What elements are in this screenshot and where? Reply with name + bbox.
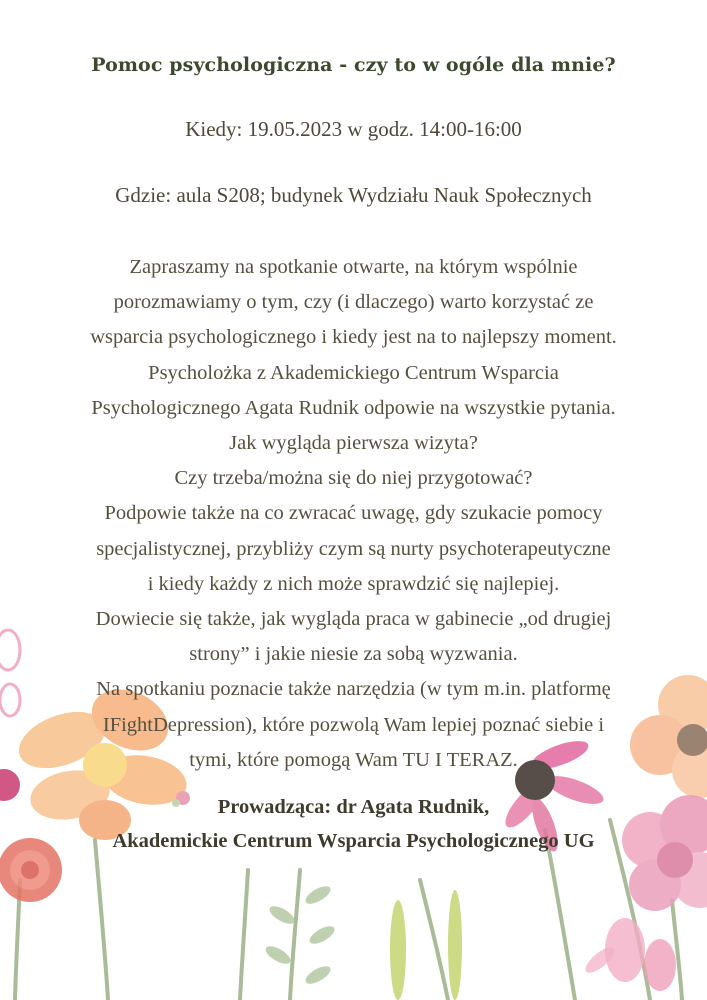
description-line: Dowiecie się także, jak wygląda praca w gabinecie „od drugiej: [95, 608, 612, 631]
description-line: specjalistycznej, przybliży czym są nurty psychoterapeutyczne: [96, 537, 611, 560]
description-line: strony” i jakie niesie za sobą wyzwania.: [189, 643, 518, 666]
description-line: Psychologicznego Agata Rudnik odpowie na wszystkie pytania.: [91, 396, 616, 419]
description-line: Na spotkaniu poznacie także narzędzia (w tym m.in. platformę: [96, 678, 611, 701]
description-line: tymi, które pomogą Wam TU I TERAZ.: [189, 748, 518, 771]
description-line: porozmawiamy o tym, czy (i dlaczego) warto korzystać ze: [113, 291, 594, 314]
description-line: Podpowie także na co zwracać uwagę, gdy szukacie pomocy: [104, 502, 603, 525]
page-title: Pomoc psychologiczna - czy to w ogóle dla mnie?: [91, 54, 616, 76]
pink-clover: [605, 918, 676, 991]
description-line: Jak wygląda pierwsza wizyta?: [229, 432, 478, 455]
event-location: Gdzie: aula S208; budynek Wydziału Nauk Społecznych: [115, 183, 592, 207]
description-line: wsparcia psychologicznego i kiedy jest na to najlepszy moment.: [90, 326, 617, 349]
description-line: i kiedy każdy z nich może sprawdzić się najlepiej.: [147, 572, 560, 595]
event-description: [0, 250, 707, 778]
description-line: Zapraszamy na spotkanie otwarte, na którym wspólnie: [129, 256, 578, 278]
host-organization: Akademickie Centrum Wsparcia Psychologicznego UG: [112, 830, 595, 852]
host-info: [0, 790, 707, 858]
host-name: Prowadząca: dr Agata Rudnik,: [217, 796, 490, 818]
description-line: Psycholożka z Akademickiego Centrum Wsparcia: [148, 361, 559, 384]
event-date: Kiedy: 19.05.2023 w godz. 14:00-16:00: [185, 117, 522, 141]
description-line: Czy trzeba/można się do niej przygotować?: [174, 467, 533, 490]
description-line: IFightDepression), które pozwolą Wam lepiej poznać siebie i: [102, 713, 605, 736]
